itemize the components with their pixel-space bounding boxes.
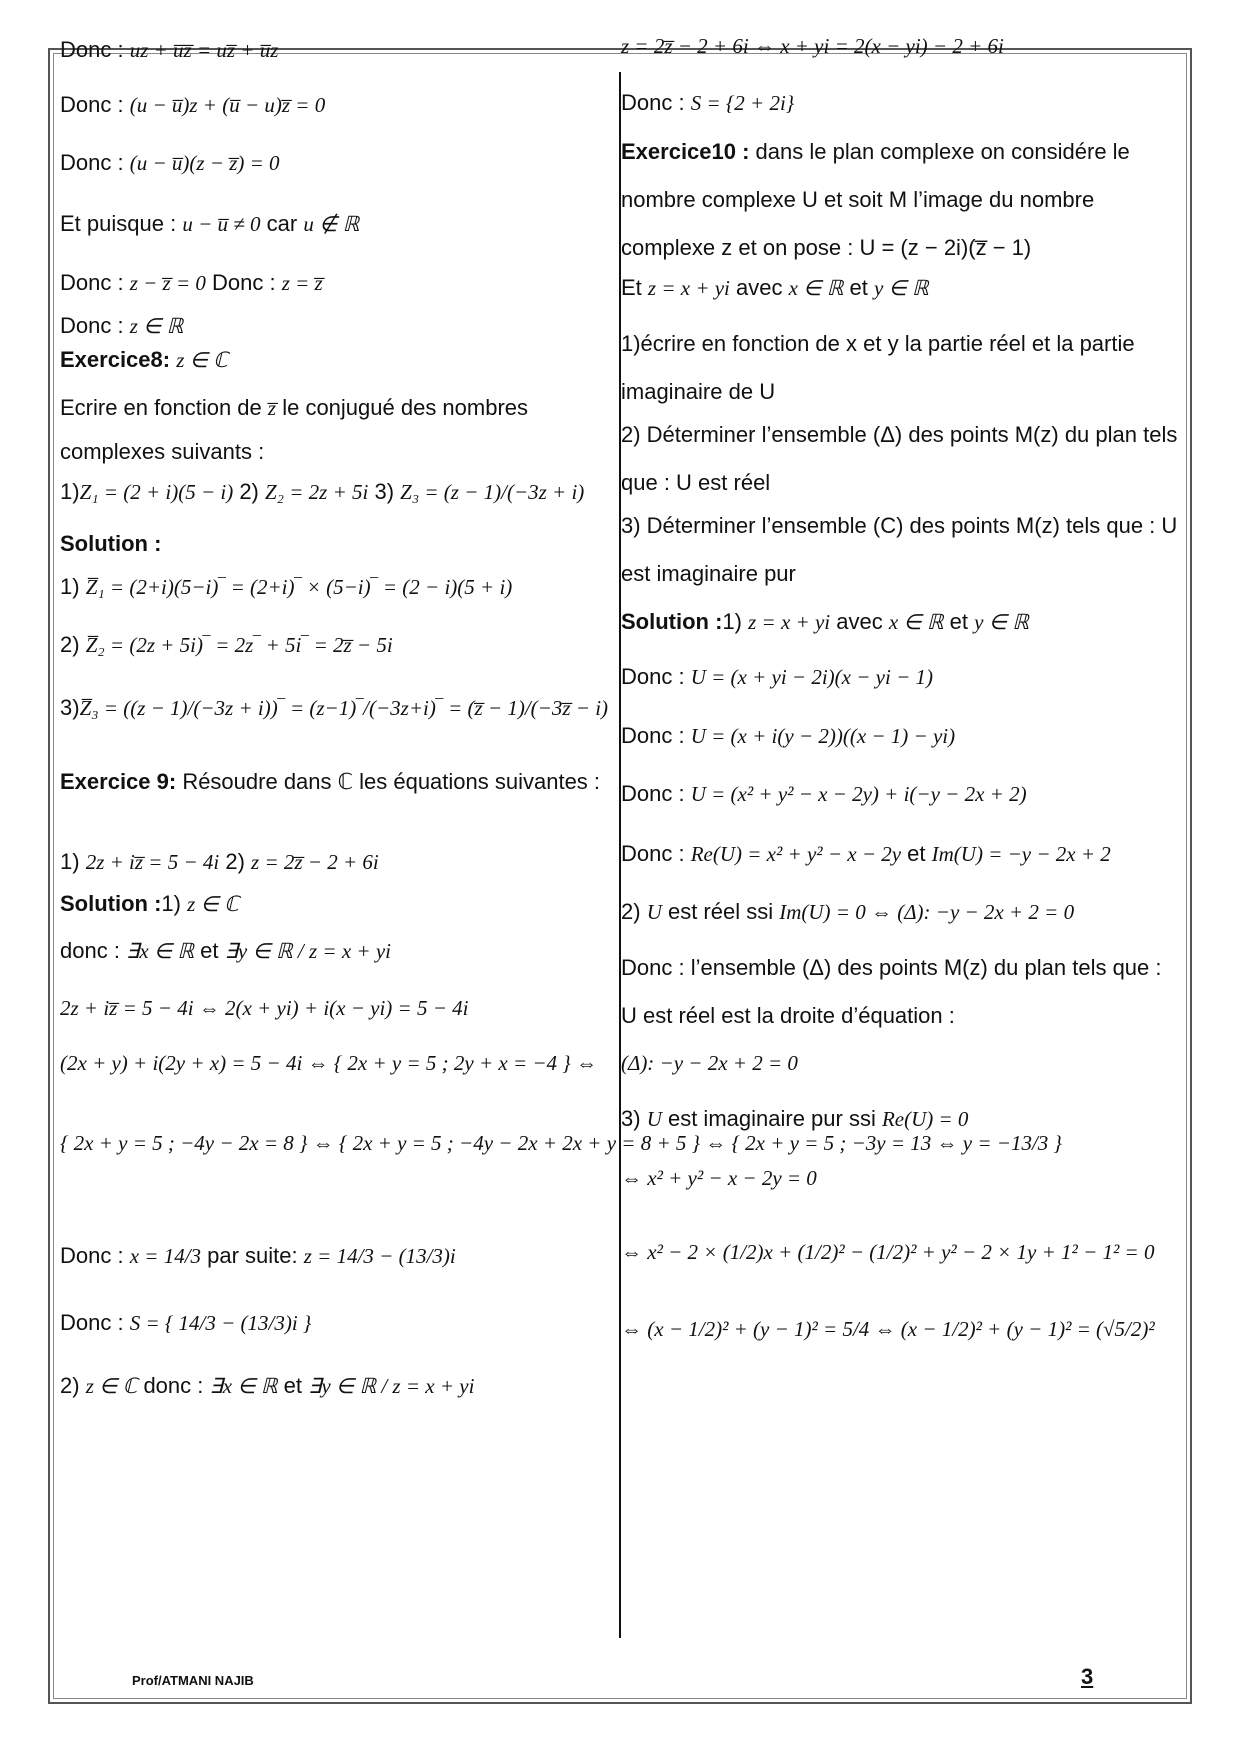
left-line xyxy=(60,530,161,558)
left-line xyxy=(60,346,228,374)
math-expression: z ∈ ℂ xyxy=(85,1374,138,1398)
math-expression: Re(U) = x² + y² − x − 2y xyxy=(690,842,902,866)
text-fragment: 1) xyxy=(161,891,188,916)
text-fragment: 1) xyxy=(60,479,80,504)
right-line xyxy=(621,663,933,691)
math-expression: Z̅₂ = (2z + 5i)‾ = 2z‾ + 5i‾ = 2z̅ − 5i xyxy=(85,633,393,657)
text-fragment: est imaginaire pur ssi xyxy=(661,1106,882,1131)
math-expression: (Δ): −y − 2x + 2 = 0 xyxy=(621,1051,798,1075)
left-line xyxy=(60,478,584,506)
math-expression: z = z̅ xyxy=(281,271,323,295)
text-fragment: Et puisque : xyxy=(60,211,183,236)
right-line xyxy=(621,1164,817,1192)
right-line xyxy=(621,89,794,117)
left-line xyxy=(60,394,528,422)
text-fragment: est réel ssi xyxy=(661,899,780,924)
right-line xyxy=(621,722,955,750)
math-expression: x ∈ ℝ xyxy=(788,276,844,300)
text-fragment: 3) Déterminer l’ensemble (C) des points M(z) tels que : U est imaginaire pur xyxy=(621,513,1178,586)
math-expression: S = {2 + 2i} xyxy=(690,91,795,115)
text-fragment: et xyxy=(194,938,225,963)
left-line xyxy=(60,312,183,340)
text-fragment: avec xyxy=(729,275,789,300)
text-fragment: Donc : l’ensemble (Δ) des points M(z) du plan tels que : U est réel est la droite d’équation : xyxy=(621,955,1162,1028)
math-expression: U = (x + i(y − 2))((x − 1) − yi) xyxy=(690,724,956,748)
left-line xyxy=(60,848,379,876)
left-line xyxy=(60,694,608,722)
math-expression: Z₃ = (z − 1)/(−3z + i) xyxy=(400,480,585,504)
text-fragment: Donc : xyxy=(621,723,691,748)
left-line xyxy=(60,994,468,1022)
exercise-heading: Solution : xyxy=(60,891,162,916)
exercise-heading: Exercice10 : xyxy=(621,139,756,164)
text-fragment: et xyxy=(843,275,874,300)
text-fragment: Donc : xyxy=(621,841,691,866)
text-fragment: 2) xyxy=(60,632,86,657)
text-fragment: Résoudre dans ℂ les équations suivantes : xyxy=(182,769,601,794)
footer-author: Prof/ATMANI NAJIB xyxy=(132,1673,254,1688)
math-expression: z = x + yi xyxy=(748,610,831,634)
right-line xyxy=(621,780,1027,808)
text-fragment: avec xyxy=(830,609,889,634)
math-expression: Z̅₁ = (2+i)(5−i)‾ = (2+i)‾ × (5−i)‾ = (2 − i)(5 + i) xyxy=(85,575,513,599)
text-fragment: 3) xyxy=(621,1106,647,1131)
text-fragment: Donc : xyxy=(60,1310,130,1335)
left-line xyxy=(60,1049,597,1077)
text-fragment: et xyxy=(901,841,932,866)
math-expression: 2z + iz̅ = 5 − 4i xyxy=(85,850,220,874)
math-expression: Re(U) = 0 xyxy=(881,1107,969,1131)
math-expression: U xyxy=(646,900,662,924)
math-expression: Z̅₃ = ((z − 1)/(−3z + i))‾ = (z−1)‾/(−3z+i)‾ = (z̅ − 1)/(−3z̅ − i) xyxy=(79,696,609,720)
math-expression: Z₂ = 2z + 5i xyxy=(265,480,369,504)
text-fragment: 1) xyxy=(60,574,86,599)
math-expression: { 2x + y = 5 ; −4y − 2x = 8 } ⇔ { 2x + y = 5 ; −4y − 2x + 2x + y = 8 + 5 } ⇔ { 2x + y = 5 ; −3y = 13 ⇔ y = −13/3 } xyxy=(60,1131,1062,1155)
math-expression: uz + u̅z̅ = uz̅ + u̅z xyxy=(129,38,279,62)
text-fragment: et xyxy=(277,1373,309,1398)
right-line xyxy=(621,411,1181,507)
text-fragment: Et xyxy=(621,275,648,300)
math-expression: ∃x ∈ ℝ xyxy=(126,939,195,963)
math-expression: z = 14/3 − (13/3)i xyxy=(303,1244,456,1268)
math-expression: z̅ xyxy=(267,396,277,420)
left-line xyxy=(60,438,264,466)
left-line xyxy=(60,937,391,965)
text-fragment: Donc : xyxy=(60,37,130,62)
math-expression: ∃y ∈ ℝ / z = x + yi xyxy=(224,939,391,963)
left-line xyxy=(60,1242,456,1270)
math-expression: y ∈ ℝ xyxy=(974,610,1029,634)
exercise-heading: Solution : xyxy=(621,609,723,634)
right-line xyxy=(621,320,1181,416)
math-expression: 2z + iz̅ = 5 − 4i ⇔ 2(x + yi) + i(x − yi) = 5 − 4i xyxy=(60,996,469,1020)
right-line xyxy=(621,1049,798,1077)
text-fragment: et xyxy=(943,609,975,634)
left-line xyxy=(60,1129,1062,1157)
math-expression: z ∈ ℂ xyxy=(176,348,228,372)
text-fragment: Donc : xyxy=(60,150,130,175)
left-line xyxy=(60,36,278,64)
math-expression: Im(U) = −y − 2x + 2 xyxy=(931,842,1111,866)
right-line xyxy=(621,840,1111,868)
math-expression: y ∈ ℝ xyxy=(873,276,929,300)
left-line xyxy=(60,1309,311,1337)
left-line xyxy=(60,210,359,238)
math-expression: z = 2z̅ − 2 + 6i ⇔ x + yi = 2(x − yi) − 2 + 6i xyxy=(621,34,1004,58)
text-fragment: complexes suivants : xyxy=(60,439,265,464)
left-line xyxy=(60,573,512,601)
right-line xyxy=(621,898,1074,926)
left-line xyxy=(60,269,323,297)
left-line xyxy=(60,91,325,119)
text-fragment: 2) xyxy=(60,1373,86,1398)
math-expression: ⇔ (x − 1/2)² + (y − 1)² = 5/4 ⇔ (x − 1/2)² + (y − 1)² = (√5/2)² xyxy=(621,1317,1155,1341)
text-fragment: Donc : xyxy=(205,270,282,295)
math-expression: z = 2z̅ − 2 + 6i xyxy=(251,850,379,874)
math-expression: z = x + yi xyxy=(647,276,730,300)
exercise-heading: Exercice 9: xyxy=(60,769,183,794)
math-expression: z − z̅ = 0 xyxy=(129,271,206,295)
math-expression: ⇔ x² + y² − x − 2y = 0 xyxy=(621,1166,817,1190)
text-fragment: dans le plan complexe on considére le nombre complexe U et soit M l’image du nombre complexe z et on pose : U = (z − 2i)(z̅ − 1) xyxy=(621,139,1130,260)
text-fragment: Donc : xyxy=(621,90,691,115)
exercise-heading: Solution : xyxy=(60,531,162,556)
math-expression: (u − u̅)z + (u̅ − u)z̅ = 0 xyxy=(129,93,326,117)
right-line xyxy=(621,608,1029,636)
math-expression: S = { 14/3 − (13/3)i } xyxy=(129,1311,312,1335)
right-line xyxy=(621,1238,1154,1266)
text-fragment: Donc : xyxy=(621,664,691,689)
right-line xyxy=(621,1105,968,1133)
math-expression: u − u̅ ≠ 0 xyxy=(182,212,261,236)
math-expression: z ∈ ℂ xyxy=(187,892,239,916)
math-expression: U xyxy=(646,1107,662,1131)
text-fragment: Donc : xyxy=(60,313,130,338)
text-fragment: 2) Déterminer l’ensemble (Δ) des points M(z) du plan tels que : U est réel xyxy=(621,422,1178,495)
right-line xyxy=(621,32,1004,60)
math-expression: U = (x² + y² − x − 2y) + i(−y − 2x + 2) xyxy=(690,782,1027,806)
text-fragment: 2) xyxy=(233,479,265,504)
math-expression: x = 14/3 xyxy=(129,1244,202,1268)
text-fragment: Donc : xyxy=(60,270,130,295)
math-expression: ∃y ∈ ℝ / z = x + yi xyxy=(308,1374,475,1398)
math-expression: (u − u̅)(z − z̅) = 0 xyxy=(129,151,280,175)
text-fragment: Donc : xyxy=(60,92,130,117)
text-fragment: 3) xyxy=(60,695,80,720)
text-fragment: 1)écrire en fonction de x et y la partie réel et la partie imaginaire de U xyxy=(621,331,1135,404)
text-fragment: le conjugué des nombres xyxy=(276,395,529,420)
text-fragment: 2) xyxy=(621,899,647,924)
math-expression: z ∈ ℝ xyxy=(129,314,184,338)
text-fragment: 2) xyxy=(219,849,252,874)
left-line xyxy=(60,149,280,177)
math-expression: ∃x ∈ ℝ xyxy=(209,1374,278,1398)
math-expression: (2x + y) + i(2y + x) = 5 − 4i ⇔ { 2x + y = 5 ; 2y + x = −4 } ⇔ xyxy=(60,1051,597,1075)
page-number: 3 xyxy=(1081,1664,1094,1689)
math-expression: x ∈ ℝ xyxy=(888,610,944,634)
left-line xyxy=(60,631,393,659)
text-fragment: Donc : xyxy=(621,781,691,806)
left-line xyxy=(60,890,239,918)
text-fragment: par suite: xyxy=(201,1243,304,1268)
right-line xyxy=(621,502,1181,598)
text-fragment: Ecrire en fonction de xyxy=(60,395,268,420)
right-line xyxy=(621,944,1181,1040)
math-expression: Z₁ = (2 + i)(5 − i) xyxy=(79,480,234,504)
left-line xyxy=(60,766,605,798)
text-fragment: donc : xyxy=(60,938,127,963)
left-line xyxy=(60,1372,474,1400)
right-line xyxy=(621,1315,1155,1343)
text-fragment: 1) xyxy=(722,609,749,634)
math-expression: Im(U) = 0 ⇔ (Δ): −y − 2x + 2 = 0 xyxy=(779,900,1075,924)
math-expression: U = (x + yi − 2i)(x − yi − 1) xyxy=(690,665,933,689)
math-expression: ⇔ x² − 2 × (1/2)x + (1/2)² − (1/2)² + y² − 2 × 1y + 1² − 1² = 0 xyxy=(621,1240,1155,1264)
text-fragment: 1) xyxy=(60,849,86,874)
exercise-heading: Exercice8: xyxy=(60,347,177,372)
text-fragment: car xyxy=(260,211,304,236)
math-expression: u ∉ ℝ xyxy=(303,212,360,236)
text-fragment: 3) xyxy=(368,479,401,504)
text-fragment: donc : xyxy=(137,1373,210,1398)
text-fragment: Donc : xyxy=(60,1243,130,1268)
right-line xyxy=(621,274,929,302)
right-line xyxy=(621,128,1181,272)
